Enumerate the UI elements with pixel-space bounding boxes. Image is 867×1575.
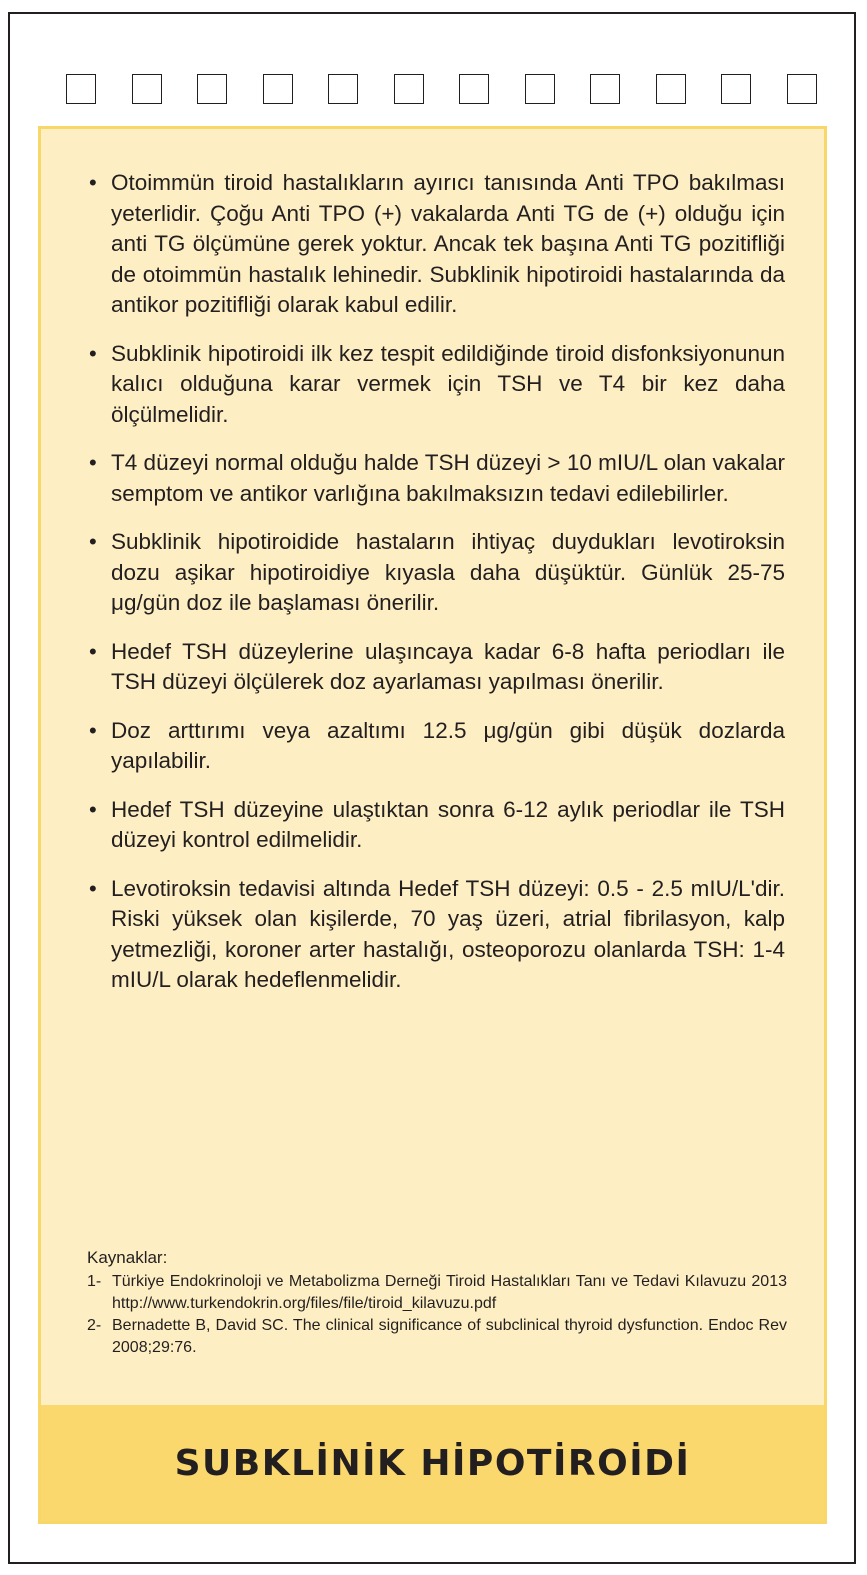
bullet-icon: • [89,638,97,664]
checkbox[interactable] [590,74,620,104]
bullet-item [89,527,785,619]
bullet-text: T4 düzeyi normal olduğu halde TSH düzeyi > 10 mIU/L olan vakalar semptom ve antikor varlığına bakılmaksızın tedavi edilebilirler. [111,450,785,506]
bullet-item [89,448,785,509]
reference-number: 1- [87,1273,102,1290]
checkbox[interactable] [328,74,358,104]
checkbox[interactable] [197,74,227,104]
references-heading: Kaynaklar: [87,1248,168,1267]
checkbox[interactable] [459,74,489,104]
bullet-icon: • [89,529,97,554]
bullet-text: Hedef TSH düzeylerine ulaşıncaya kadar 6-8 hafta periodları ile TSH düzeyi ölçülerek doz ayarlaması yapılması önerilir. [111,638,785,694]
bullet-text: Doz arttırımı veya azaltımı 12.5 μg/gün gibi düşük dozlarda yapılabilir. [111,717,785,773]
checkbox-row [66,74,818,106]
reference-text: Bernadette B, David SC. The clinical significance of subclinical thyroid dysfunction. Endoc Rev 2008;29:76. [112,1317,787,1356]
content-card [38,126,827,1524]
page-title: SUBKLİNİK HİPOTİROİDİ [174,1442,691,1484]
bullet-item [89,874,785,996]
bullet-list [89,168,785,1014]
reference-number: 2- [87,1317,102,1334]
reference-item [87,1315,787,1359]
bullet-text: Subklinik hipotiroidide hastaların ihtiyaç duydukları levotiroksin dozu aşikar hipotiroidiye kıyasla daha düşüktür. Günlük 25-75 μg/gün doz ile başlaması önerilir. [111,529,785,615]
bullet-icon: • [89,875,97,901]
bullet-icon: • [89,796,97,822]
bullet-text: Subklinik hipotiroidi ilk kez tespit edildiğinde tiroid disfonksiyonunun kalıcı olduğuna karar vermek için TSH ve T4 bir kez daha ölçülmelidir. [111,340,785,427]
title-band [41,1405,824,1521]
bullet-text: Otoimmün tiroid hastalıkların ayırıcı tanısında Anti TPO bakılması yeterlidir. Çoğu Anti TPO (+) vakalarda Anti TG de (+) olduğu için anti TG ölçümüne gerek yoktur. Ancak tek başına Anti TG pozitifliği de otoimmün hastalık lehinedir. Subklinik hipotiroidi hastalarında da antikor pozitifliği olarak kabul edilir. [111,170,785,317]
checkbox[interactable] [263,74,293,104]
checkbox[interactable] [66,74,96,104]
bullet-item [89,795,785,856]
reference-item [87,1271,787,1315]
bullet-item [89,339,785,431]
checkbox[interactable] [787,74,817,104]
checkbox[interactable] [525,74,555,104]
checkbox[interactable] [394,74,424,104]
checkbox[interactable] [721,74,751,104]
checkbox[interactable] [656,74,686,104]
bullet-item [89,637,785,698]
bullet-icon: • [89,170,97,195]
bullet-item [89,168,785,321]
reference-text: Türkiye Endokrinoloji ve Metabolizma Derneği Tiroid Hastalıkları Tanı ve Tedavi Kılavuzu 2013 http://www.turkendokrin.org/files/file/tiroid_kilavuzu.pdf [112,1273,787,1312]
bullet-icon: • [89,450,97,475]
bullet-icon: • [89,340,97,366]
checkbox[interactable] [132,74,162,104]
bullet-text: Hedef TSH düzeyine ulaştıktan sonra 6-12 aylık periodlar ile TSH düzeyi kontrol edilmelidir. [111,796,785,852]
references [87,1247,787,1359]
bullet-item [89,716,785,777]
bullet-icon: • [89,717,97,743]
bullet-text: Levotiroksin tedavisi altında Hedef TSH düzeyi: 0.5 - 2.5 mIU/L'dir. Riski yüksek olan kişilerde, 70 yaş üzeri, atrial fibrilasyon, kalp yetmezliği, koroner arter hastalığı, osteoporozu olanlarda TSH: 1-4 mIU/L olarak hedeflenmelidir. [111,875,785,992]
